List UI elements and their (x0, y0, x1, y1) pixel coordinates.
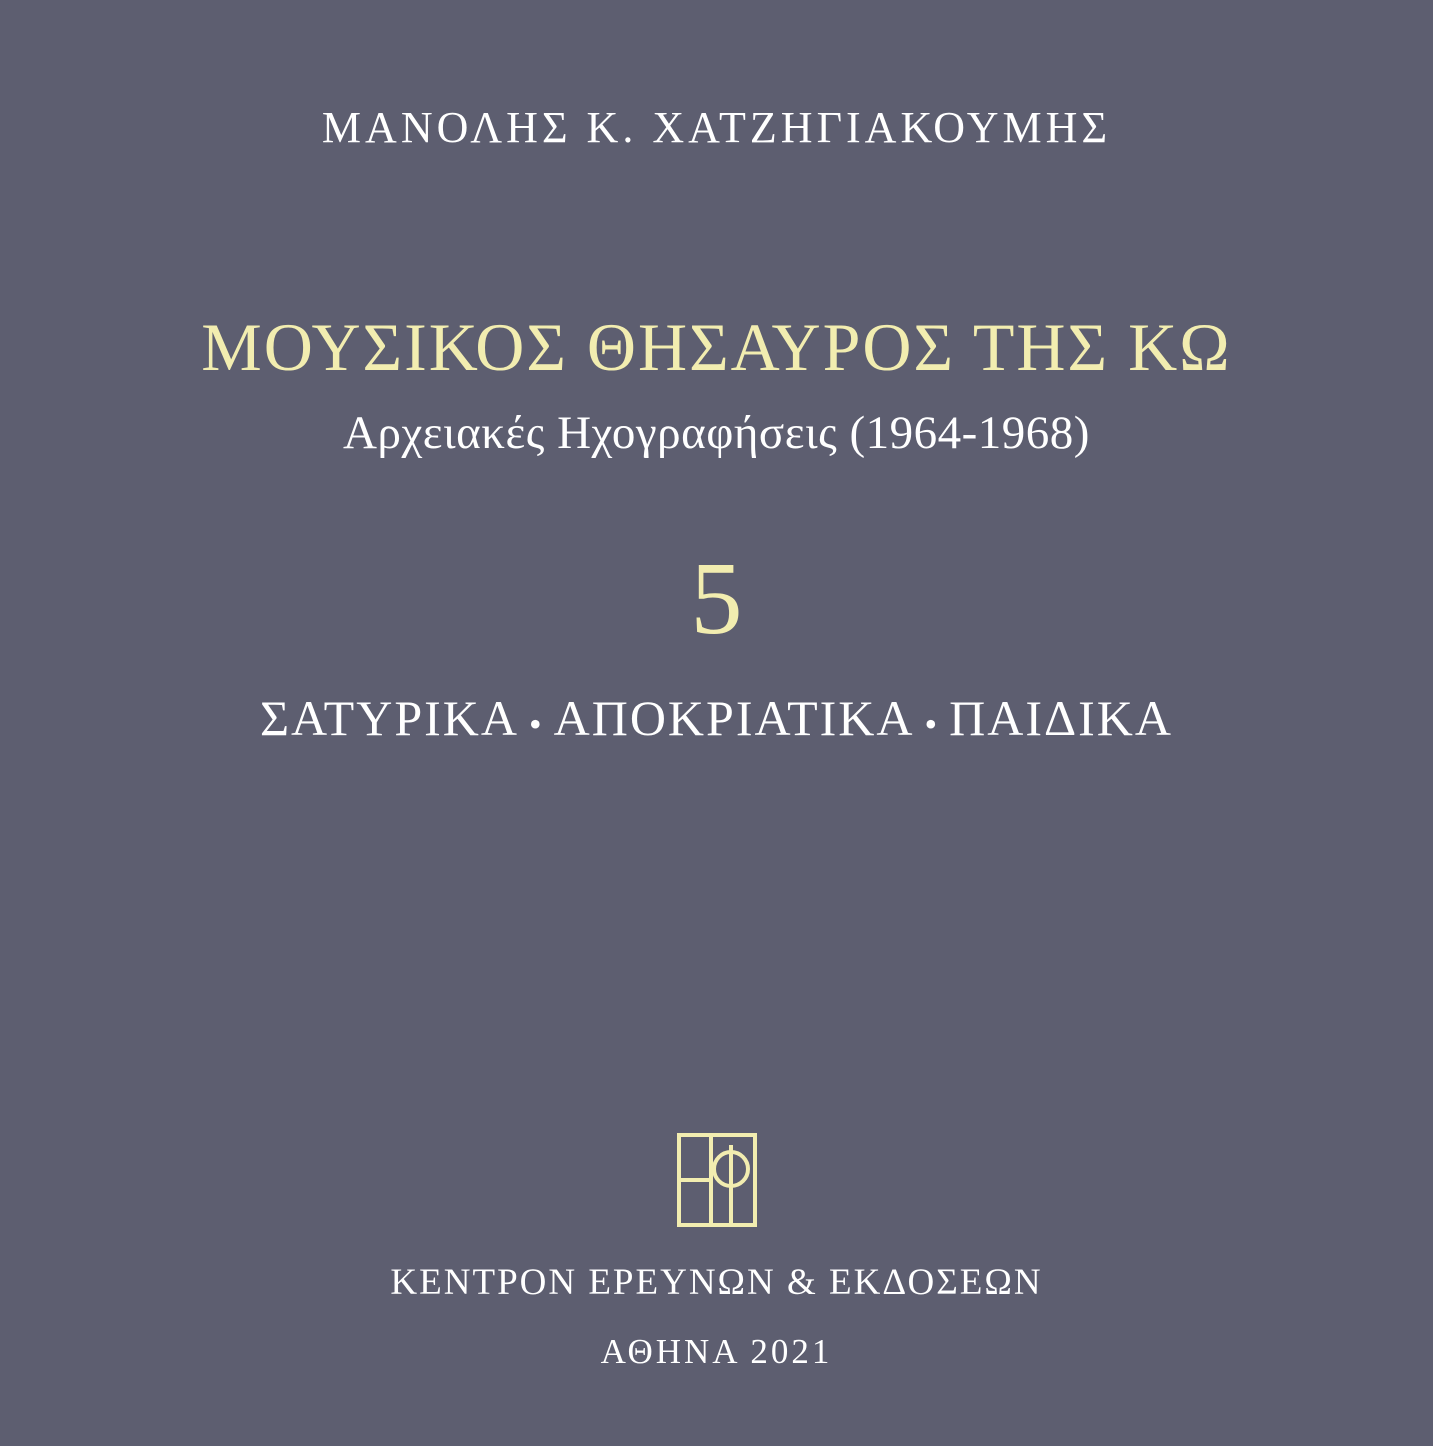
page-title: ΜΟΥΣΙΚΟΣ ΘΗΣΑΥΡΟΣ ΤΗΣ ΚΩ (201, 309, 1232, 386)
author-name: ΜΑΝΟΛΗΣ Κ. ΧΑΤΖΗΓΙΑΚΟΥΜΗΣ (321, 103, 1112, 152)
contents-line (260, 689, 1173, 747)
title-block (0, 309, 1433, 459)
contents-item-apokriatika: ΑΠΟΚΡΙΑΤΙΚΑ (553, 690, 915, 747)
publisher-block (0, 1133, 1433, 1372)
kee-monogram-logo-icon (677, 1133, 757, 1227)
publisher-place-year: ΑΘΗΝΑ 2021 (600, 1332, 833, 1371)
subtitle: Αρχειακές Ηχογραφήσεις (1964-1968) (343, 406, 1090, 459)
contents-item-satirika: ΣΑΤΥΡΙΚΑ (259, 690, 519, 747)
bullet-separator-icon: • (924, 703, 940, 744)
bullet-separator-icon: • (529, 703, 544, 744)
contents-item-paidika: ΠΑΙΔΙΚΑ (949, 690, 1174, 747)
publisher-name: ΚΕΝΤΡΟΝ ΕΡΕΥΝΩΝ & ΕΚΔΟΣΕΩΝ (390, 1262, 1043, 1303)
volume-number: 5 (690, 540, 743, 656)
